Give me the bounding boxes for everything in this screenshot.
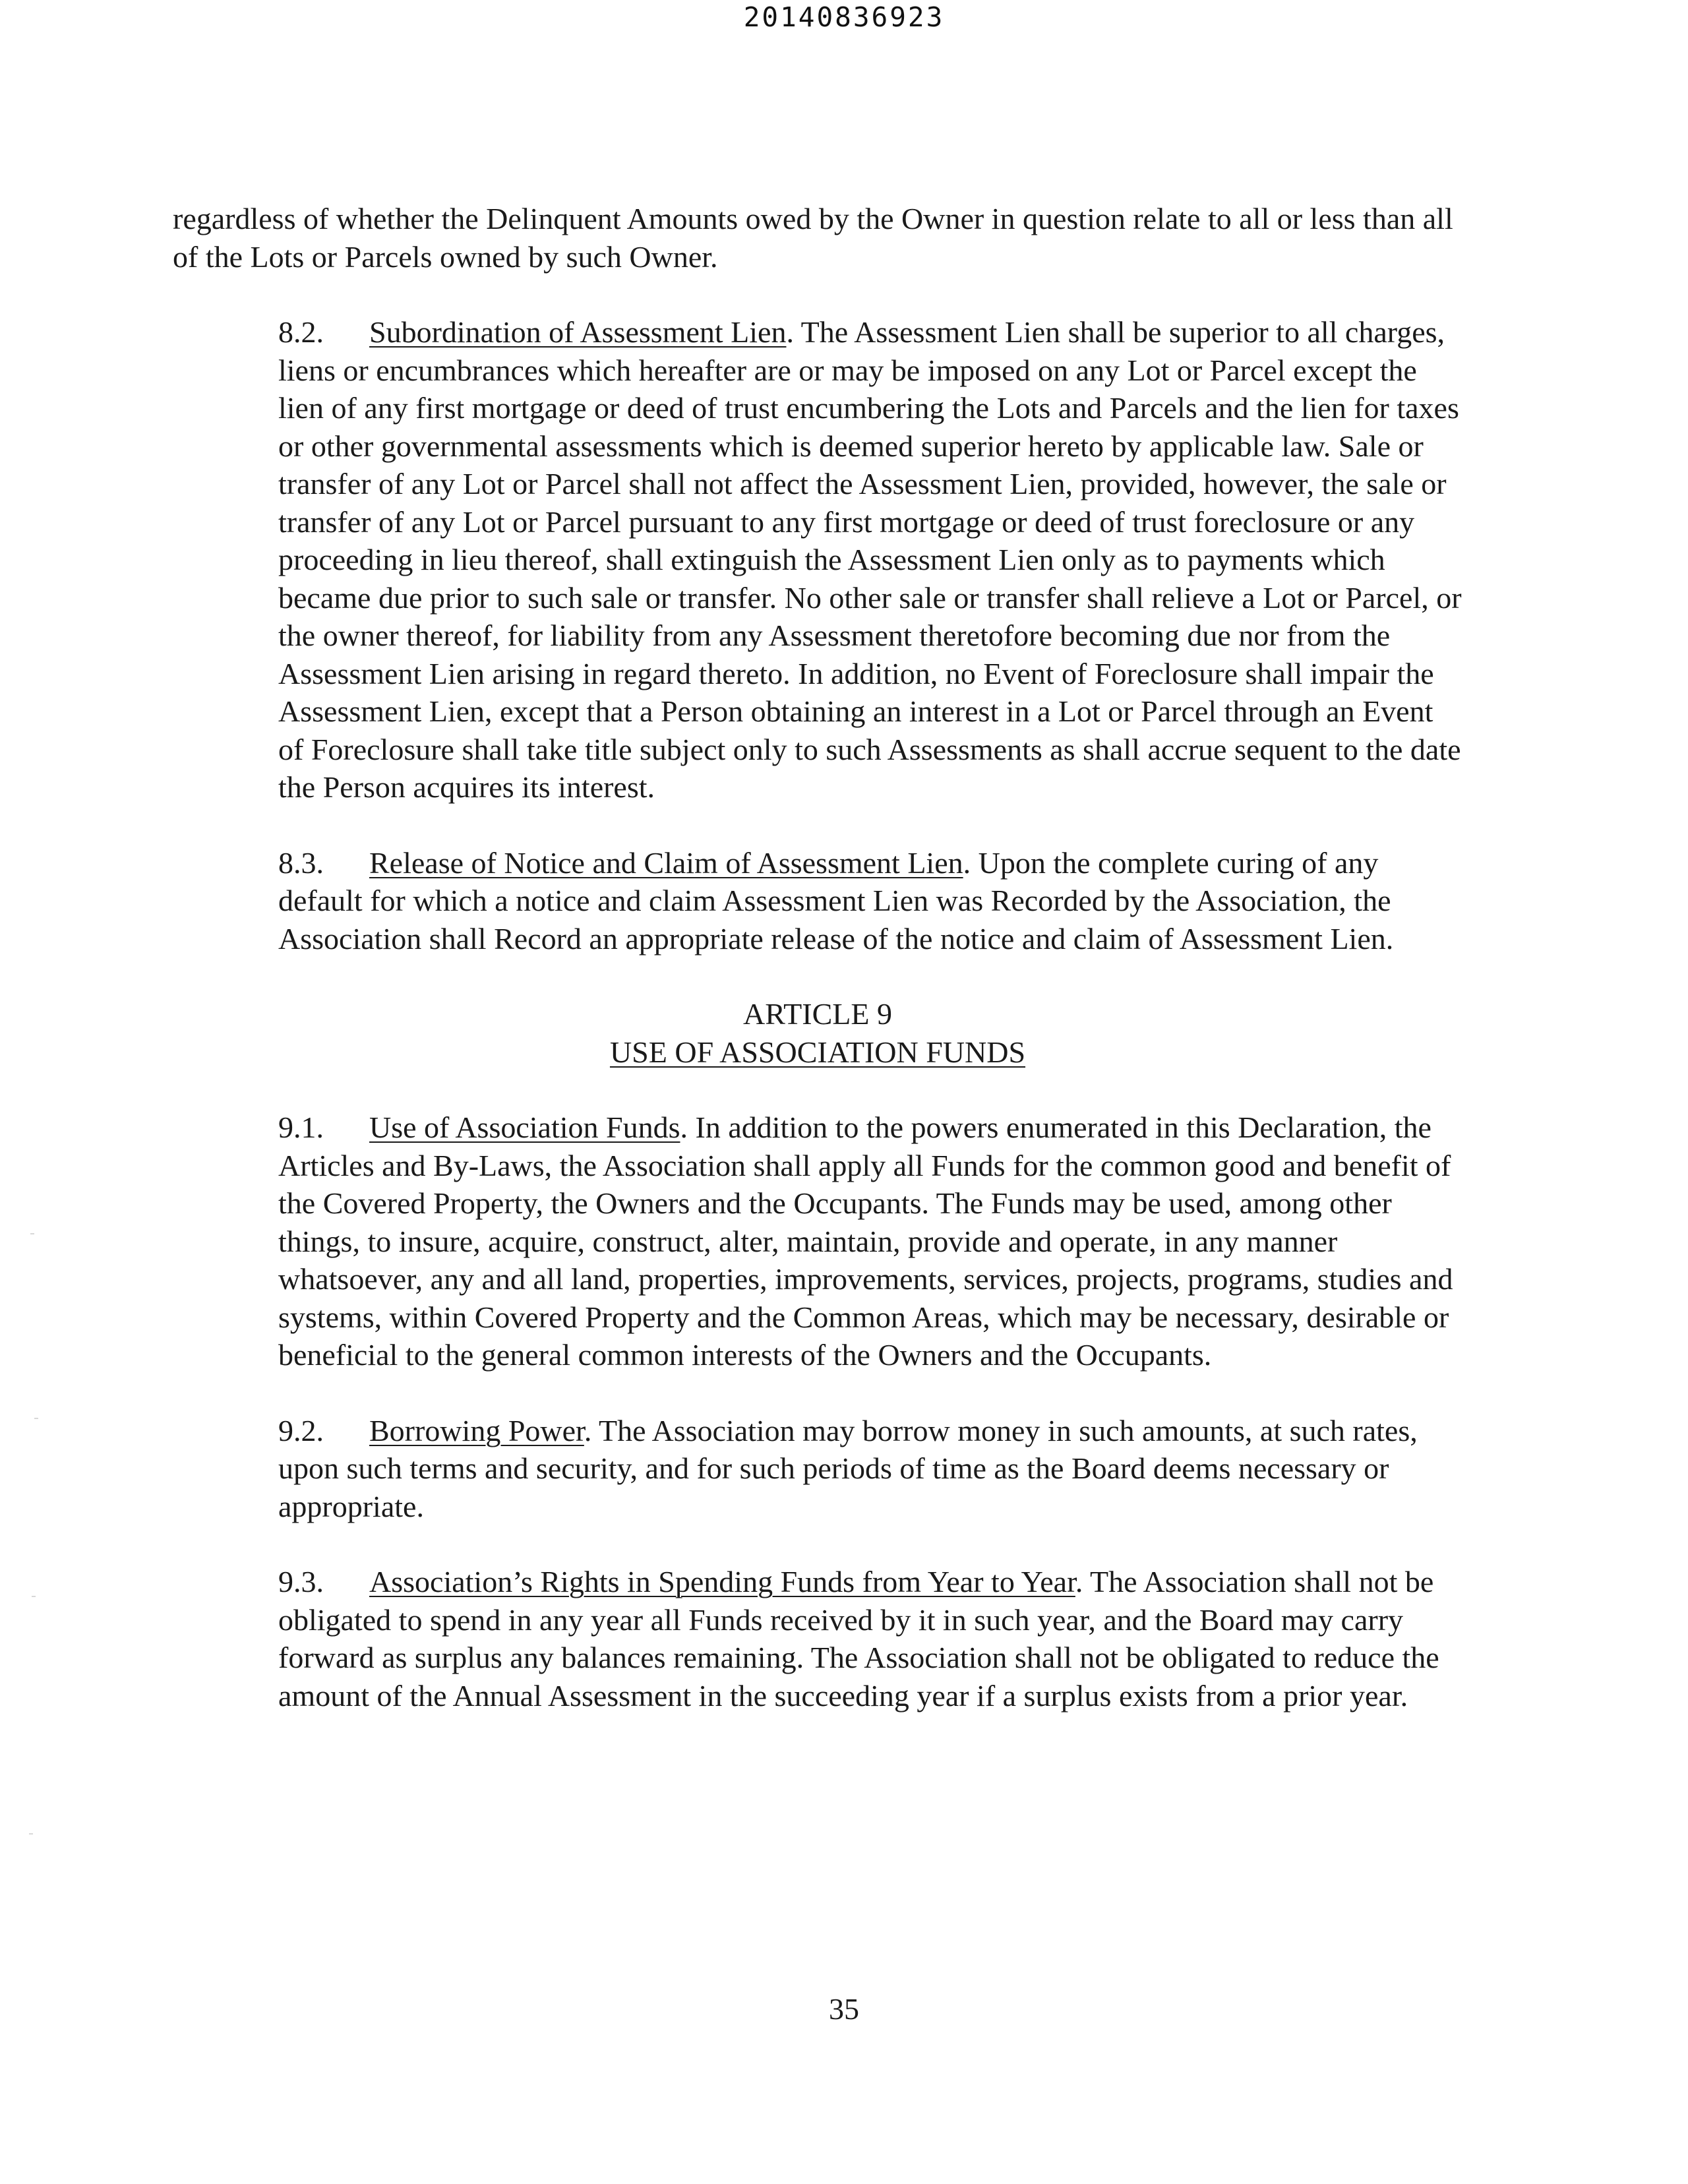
scan-speck bbox=[29, 1833, 33, 1835]
section-number: 8.3. bbox=[278, 845, 324, 880]
section-heading: Borrowing Power bbox=[369, 1413, 584, 1447]
section-number: 9.3. bbox=[278, 1565, 324, 1598]
page-number: 35 bbox=[829, 1992, 859, 2026]
section-number: 9.1. bbox=[278, 1110, 324, 1144]
document-body bbox=[173, 200, 1462, 1714]
scan-speck bbox=[30, 1233, 34, 1234]
section-8-3 bbox=[173, 844, 1462, 958]
section-heading: Association’s Rights in Spending Funds from Year to Year bbox=[369, 1565, 1075, 1598]
article-label: ARTICLE 9 bbox=[743, 997, 892, 1031]
section-text: . The Association may borrow money in such amounts, at such rates, upon such terms and security, and for such periods of time as the Board deems necessary or appropriate. bbox=[278, 1413, 1418, 1523]
section-text: . The Assessment Lien shall be superior to all charges, liens or encumbrances which hereafter are or may be imposed on any Lot or Parcel except the lien of any first mortgage or deed of trust encumbering the Lots and Parcels and the lien for taxes or other governmental assessments which is deemed superior hereto by applicable law. Sale or transfer of any Lot or Parcel shall not affect the Assessment Lien, provided, however, the sale or transfer of any Lot or Parcel pursuant to any first mortgage or deed of trust foreclosure or any proceeding in lieu thereof, shall extinguish the Assessment Lien only as to payments which became due prior to such sale or transfer. No other sale or transfer shall relieve a Lot or Parcel, or the owner thereof, for liability from any Assessment theretofore becoming due nor from the Assessment Lien arising in regard thereto. In addition, no Event of Foreclosure shall impair the Assessment Lien, except that a Person obtaining an interest in a Lot or Parcel through an Event of Foreclosure shall take title subject only to such Assessments as shall accrue sequent to the date the Person acquires its interest. bbox=[278, 315, 1462, 804]
section-heading: Use of Association Funds bbox=[369, 1110, 680, 1144]
section-number: 8.2. bbox=[278, 315, 324, 349]
section-text: . The Association shall not be obligated to spend in any year all Funds received by it in such year, and the Board may carry forward as surplus any balances remaining. The Association shall not be obligated to reduce the amount of the Annual Assessment in the succeeding year if a surplus exists from a prior year. bbox=[278, 1565, 1439, 1713]
scan-speck bbox=[32, 1596, 36, 1597]
section-text: . In addition to the powers enumerated in this Declaration, the Articles and By-Laws, the Association shall apply all Funds for the common good and benefit of the Covered Property, the Owners and the Occupants. The Funds may be used, among other things, to insure, acquire, construct, alter, maintain, provide and operate, in any manner whatsoever, any and all land, properties, improvements, services, projects, programs, studies and systems, within Covered Property and the Common Areas, which may be necessary, desirable or beneficial to the general common interests of the Owners and the Occupants. bbox=[278, 1110, 1453, 1372]
section-text: . Upon the complete curing of any default for which a notice and claim Assessment Lien was Recorded by the Association, the Association shall Record an appropriate release of the notice and claim of Assessment Lien. bbox=[278, 845, 1394, 956]
section-9-2 bbox=[173, 1412, 1462, 1526]
continuation-text: regardless of whether the Delinquent Amounts owed by the Owner in question relate to all or less than all of the Lots or Parcels owned by such Owner. bbox=[173, 202, 1453, 274]
section-9-1 bbox=[173, 1108, 1462, 1374]
section-heading: Release of Notice and Claim of Assessment Lien bbox=[369, 845, 963, 880]
section-number: 9.2. bbox=[278, 1413, 324, 1447]
article-title: USE OF ASSOCIATION FUNDS bbox=[609, 1035, 1026, 1069]
section-8-2 bbox=[173, 313, 1462, 806]
section-9-3 bbox=[173, 1563, 1462, 1714]
section-heading: Subordination of Assessment Lien bbox=[369, 315, 787, 349]
article-heading bbox=[173, 995, 1462, 1071]
scan-speck bbox=[34, 1418, 38, 1419]
document-number: 20140836923 bbox=[743, 1, 945, 33]
continuation-paragraph bbox=[173, 200, 1462, 276]
